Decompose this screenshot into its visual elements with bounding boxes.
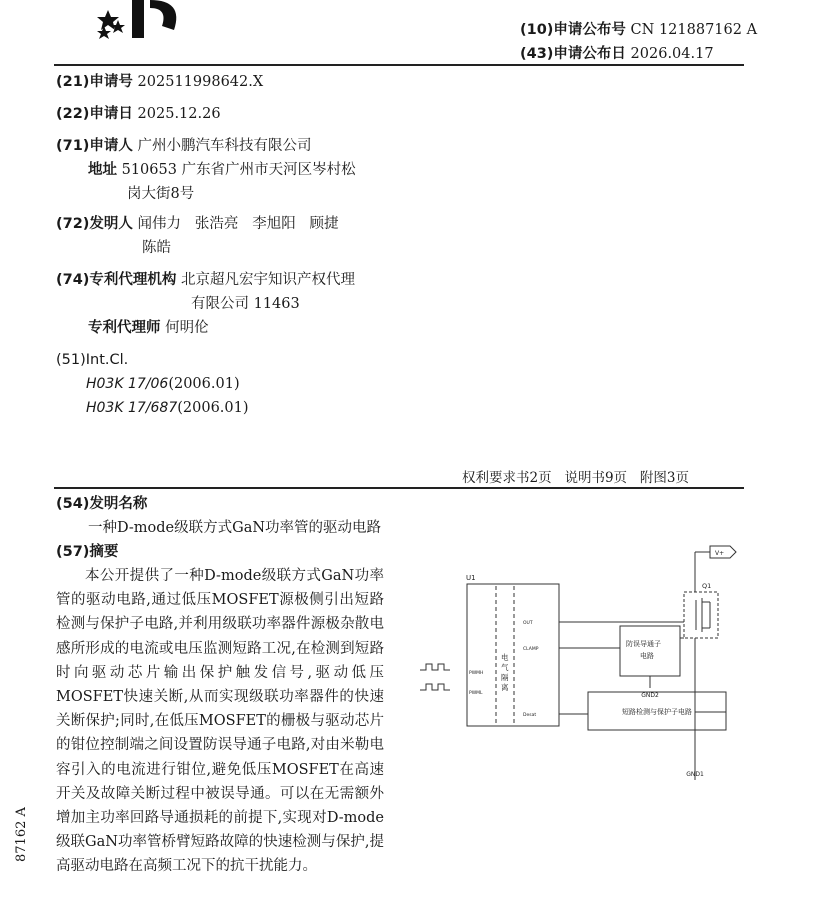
isolation-char-2: 气 (501, 663, 509, 672)
patent-agent (88, 318, 209, 338)
abstract-text: 本公开提供了一种D-mode级联方式GaN功率管的驱动电路,通过低压MOSFET源极侧引出短路检测与保护子电路,并利用级联功率器件源极杂散电感所形成的电流或电压监测短路工况,在检测到短路时向驱动芯片输出保护触发信号,驱动低压MOSFET快速关断,从而实现级联功率器件的快速关断保护;同时,在低压MOSFET的栅极与驱动芯片的钳位控制端之间设置防误导通子电路,对由米勒电容引入的电流进行钳位,避免低压MOSFET在高速开关及故障关断过程中被误导通。可以在无需额外增加主功率回路导通损耗的前提下,实现对D-mode级联GaN功率管桥臂短路故障的快速检测与保护,提高驱动电路在高频工况下的抗干扰能力。 (56, 568, 384, 875)
abstract-label: (57)摘要 (56, 544, 119, 560)
application-number-label: (21)申请号 (56, 74, 133, 90)
int-cl-label: (51)Int.Cl. (56, 352, 129, 368)
publication-number-label: (10)申请公布号 (520, 22, 626, 38)
filing-date (56, 104, 221, 124)
patent-agent-value: 何明伦 (165, 320, 209, 336)
publication-number (520, 20, 757, 40)
anti-box-line-2: 电路 (640, 652, 654, 660)
inventors-line-1: 闻伟力 张浩亮 李旭阳 顾捷 (137, 216, 339, 232)
pwml-waveform (420, 684, 450, 690)
address-line-1: 510653 广东省广州市天河区岑村松 (121, 162, 356, 178)
patent-agency-line-1: 北京超凡宏宇知识产权代理 (181, 272, 356, 288)
publication-date-value: 2026.04.17 (630, 46, 714, 62)
chip-label: U1 (466, 574, 476, 582)
vplus-label: V+ (715, 550, 725, 557)
anti-box-line-1: 防误导通子 (626, 640, 661, 648)
publication-date-label: (43)申请公布日 (520, 46, 626, 62)
pin-pwml: PWML (469, 691, 483, 696)
applicant-label: (71)申请人 (56, 138, 133, 154)
header-divider (54, 64, 744, 66)
q1-label: Q1 (702, 582, 712, 590)
application-number (56, 72, 263, 92)
invention-title: 一种D-mode级联方式GaN功率管的驱动电路 (88, 520, 382, 536)
applicant (56, 136, 312, 156)
filing-date-value: 2025.12.26 (137, 106, 221, 122)
pages-divider (54, 487, 744, 489)
gnd1-label: GND1 (686, 771, 704, 778)
address (88, 160, 356, 180)
address-line-2: 岗大街8号 (127, 186, 195, 202)
ipc-classification-2 (86, 398, 249, 418)
ipc-year-2: (2006.01) (177, 400, 249, 416)
isolation-char-4: 离 (501, 683, 509, 692)
inventors (56, 214, 339, 234)
invention-title-label: (54)发明名称 (56, 496, 148, 512)
isolation-label (501, 652, 511, 692)
ipc-code-2: H03K 17/687 (86, 400, 178, 416)
pwmh-waveform (420, 664, 450, 670)
ipc-code-1: H03K 17/06 (86, 376, 169, 392)
patent-agent-label: 专利代理师 (88, 320, 161, 336)
inventors-line-2: 陈皓 (142, 240, 171, 256)
inventors-label: (72)发明人 (56, 216, 133, 232)
anti-misconduct-box (620, 626, 680, 676)
address-label: 地址 (88, 162, 117, 178)
pin-desat: Desat (523, 713, 537, 718)
emblem-logo (92, 0, 192, 46)
pin-clamp: CLAMP (523, 647, 539, 652)
short-box-label: 短路检测与保护子电路 (622, 708, 692, 716)
pages-info: 权利要求书2页 说明书9页 附图3页 (462, 470, 690, 486)
pin-out: OUT (523, 621, 533, 626)
isolation-char-1: 电 (501, 653, 509, 662)
gnd2-label: GND2 (641, 692, 659, 699)
q1-box (684, 592, 718, 638)
patent-agency (56, 270, 355, 290)
patent-agency-line-2: 有限公司 11463 (191, 296, 300, 312)
ipc-classification-1 (86, 374, 240, 394)
publication-number-value: CN 121887162 A (630, 22, 758, 38)
filing-date-label: (22)申请日 (56, 106, 133, 122)
pin-pwmh: PWMH (469, 671, 484, 676)
application-number-value: 202511998642.X (137, 74, 264, 90)
circuit-diagram (412, 540, 742, 780)
publication-date (520, 44, 714, 64)
isolation-char-3: 隔 (501, 673, 509, 682)
applicant-value: 广州小鹏汽车科技有限公司 (137, 138, 312, 154)
side-publication-code: 87162 A (14, 807, 29, 862)
patent-agency-label: (74)专利代理机构 (56, 272, 177, 288)
chip-u1 (467, 584, 559, 726)
ipc-year-1: (2006.01) (168, 376, 240, 392)
